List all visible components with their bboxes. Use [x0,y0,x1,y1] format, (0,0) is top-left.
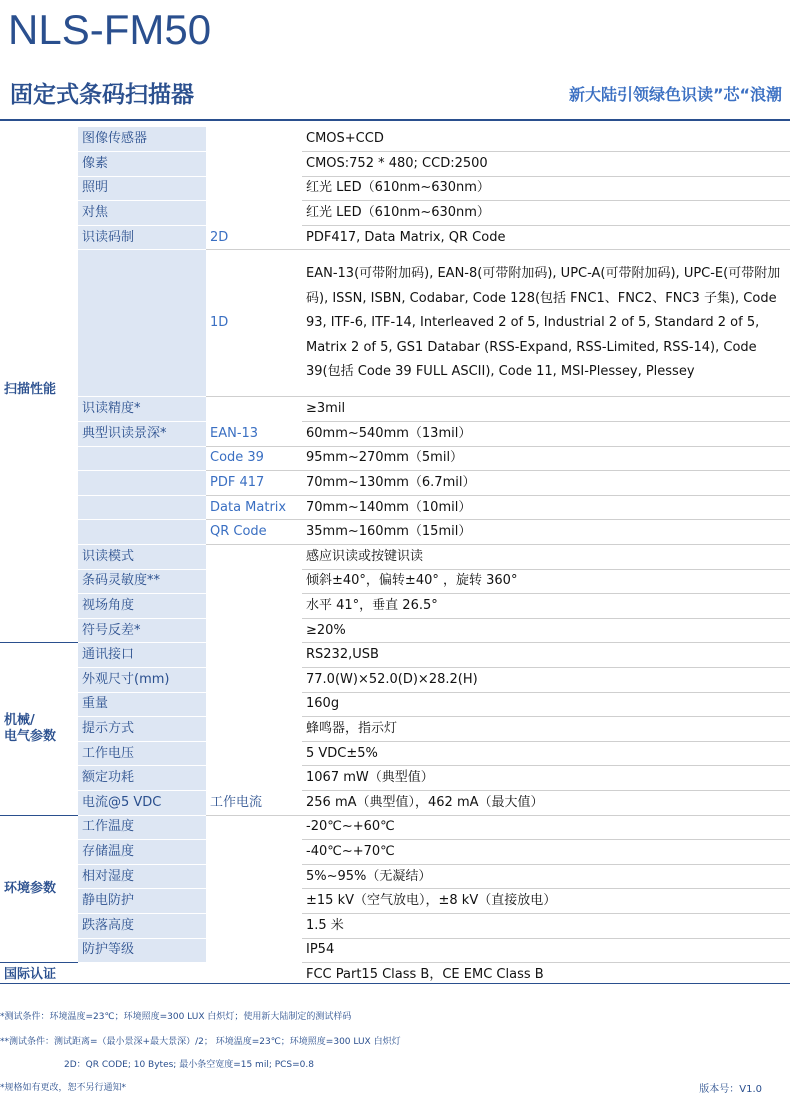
spec-label: 重量 [78,692,206,717]
table-row [0,741,790,766]
spec-label: 条码灵敏度** [78,569,206,594]
spec-value: 5 VDC±5% [302,741,790,766]
table-row [0,127,790,152]
table-row [0,643,790,668]
spec-label: 静电防护 [78,889,206,914]
spec-value: PDF417, Data Matrix, QR Code [302,225,790,250]
footnote: 2D：QR CODE; 10 Bytes; 最小条空宽度=15 mil; PCS=0.8 [64,1060,314,1070]
spec-value: 红光 LED（610nm~630nm） [302,176,790,201]
table-row [0,225,790,250]
spec-table [0,127,790,988]
spec-label: 视场角度 [78,594,206,619]
table-row [0,176,790,201]
table-row [0,201,790,226]
spec-label: 典型识读景深* [78,422,206,447]
spec-sublabel: Data Matrix [206,495,302,520]
spec-value: FCC Part15 Class B，CE EMC Class B [306,967,544,983]
table-row [0,495,790,520]
spec-label: 像素 [78,152,206,177]
spec-value: 蜂鸣器，指示灯 [302,717,790,742]
spec-sublabel: PDF 417 [206,471,302,496]
spec-value: 77.0(W)×52.0(D)×28.2(H) [302,668,790,693]
table-row [0,520,790,545]
spec-label: 防护等级 [78,938,206,963]
model-title: NLS-FM50 [8,6,212,53]
spec-value: CMOS+CCD [302,127,790,152]
spec-value: 70mm~130mm（6.7mil） [302,471,790,496]
section-environment: 环境参数 [0,815,78,963]
section-mechanical: 机械/ 电气参数 [0,643,78,815]
spec-label: 提示方式 [78,717,206,742]
slogan: 新大陆引领绿色识读”芯“浪潮 [568,85,782,104]
spec-label: 存储温度 [78,840,206,865]
spec-value: -40℃~+70℃ [302,840,790,865]
spec-value: CMOS:752 * 480; CCD:2500 [302,152,790,177]
spec-sublabel: EAN-13 [206,422,302,447]
table-row [0,864,790,889]
table-row [0,889,790,914]
spec-label: 识读模式 [78,545,206,570]
table-row [0,545,790,570]
table-row [0,471,790,496]
spec-sublabel: QR Code [206,520,302,545]
bottom-divider [0,983,790,984]
table-row [0,717,790,742]
spec-value: 5%~95%（无凝结） [302,864,790,889]
table-row [0,790,790,815]
section-certification: 国际认证 [0,963,78,988]
spec-label: 通讯接口 [78,643,206,668]
spec-value: 倾斜±40°，偏转±40° ，旋转 360° [302,569,790,594]
table-row [0,250,790,397]
table-row [0,668,790,693]
table-row [0,397,790,422]
spec-value: RS232,USB [302,643,790,668]
spec-value: 水平 41°，垂直 26.5° [302,594,790,619]
spec-label: 相对湿度 [78,864,206,889]
spec-value: 1.5 米 [302,913,790,938]
table-row [0,766,790,791]
version-label: 版本号：V1.0 [699,1084,762,1095]
table-row [0,815,790,840]
spec-value: 70mm~140mm（10mil） [302,495,790,520]
spec-value: ±15 kV（空气放电），±8 kV（直接放电） [302,889,790,914]
spec-sublabel: Code 39 [206,446,302,471]
spec-value: 95mm~270mm（5mil） [302,446,790,471]
table-row [0,938,790,963]
top-divider [0,119,790,121]
spec-label: 电流@5 VDC [78,790,206,815]
spec-label: 工作电压 [78,741,206,766]
section-scan: 扫描性能 [4,381,57,397]
spec-label: 工作温度 [78,815,206,840]
spec-sublabel: 1D [206,250,302,397]
spec-value: ≥3mil [302,397,790,422]
table-row [0,422,790,447]
footnote: *测试条件：环境温度=23℃；环境照度=300 LUX 白炽灯；使用新大陆制定的测试样码 [0,1012,352,1022]
spec-value: IP54 [302,938,790,963]
spec-label: 额定功耗 [78,766,206,791]
table-row [0,618,790,643]
product-subtitle: 固定式条码扫描器 [10,82,194,108]
table-row [0,594,790,619]
spec-value: EAN-13(可带附加码), EAN-8(可带附加码), UPC-A(可带附加码), UPC-E(可带附加码), ISSN, ISBN, Codabar, Code 128(包括 FNC1、FNC2、FNC3 子集), Code 93, ITF-6, ITF-14, Interleaved 2 of 5, Industrial 2 of 5, Standard 2 of 5, Matrix 2 of 5, GS1 Databar (RSS-Expand, RSS-Limited, RSS-14), Code 39(包括 Code 39 FULL ASCII), Code 11, MSI-Plessey, Plessey [302,250,790,397]
spec-value: 60mm~540mm（13mil） [302,422,790,447]
spec-label: 跌落高度 [78,913,206,938]
spec-value: 256 mA（典型值），462 mA（最大值） [302,790,790,815]
spec-label: 对焦 [78,201,206,226]
footnote: **测试条件：测试距离=（最小景深+最大景深）/2； 环境温度=23℃；环境照度=300 LUX 白炽灯 [0,1037,401,1047]
table-row [0,913,790,938]
spec-label: 符号反差* [78,618,206,643]
spec-value: 35mm~160mm（15mil） [302,520,790,545]
spec-label: 照明 [78,176,206,201]
spec-value: 感应识读或按键识读 [302,545,790,570]
spec-value: 160g [302,692,790,717]
spec-value: 红光 LED（610nm~630nm） [302,201,790,226]
table-row [0,152,790,177]
spec-label: 外观尺寸(mm) [78,668,206,693]
spec-label: 识读码制 [78,225,206,250]
table-row [0,840,790,865]
spec-label: 图像传感器 [78,127,206,152]
disclaimer: *规格如有更改，恕不另行通知* [0,1083,127,1093]
spec-value: ≥20% [302,618,790,643]
spec-value: -20℃~+60℃ [302,815,790,840]
table-row [0,446,790,471]
spec-sublabel: 工作电流 [206,790,302,815]
spec-sublabel: 2D [206,225,302,250]
spec-label: 识读精度* [78,397,206,422]
table-row [0,692,790,717]
table-row [0,569,790,594]
spec-value: 1067 mW（典型值） [302,766,790,791]
